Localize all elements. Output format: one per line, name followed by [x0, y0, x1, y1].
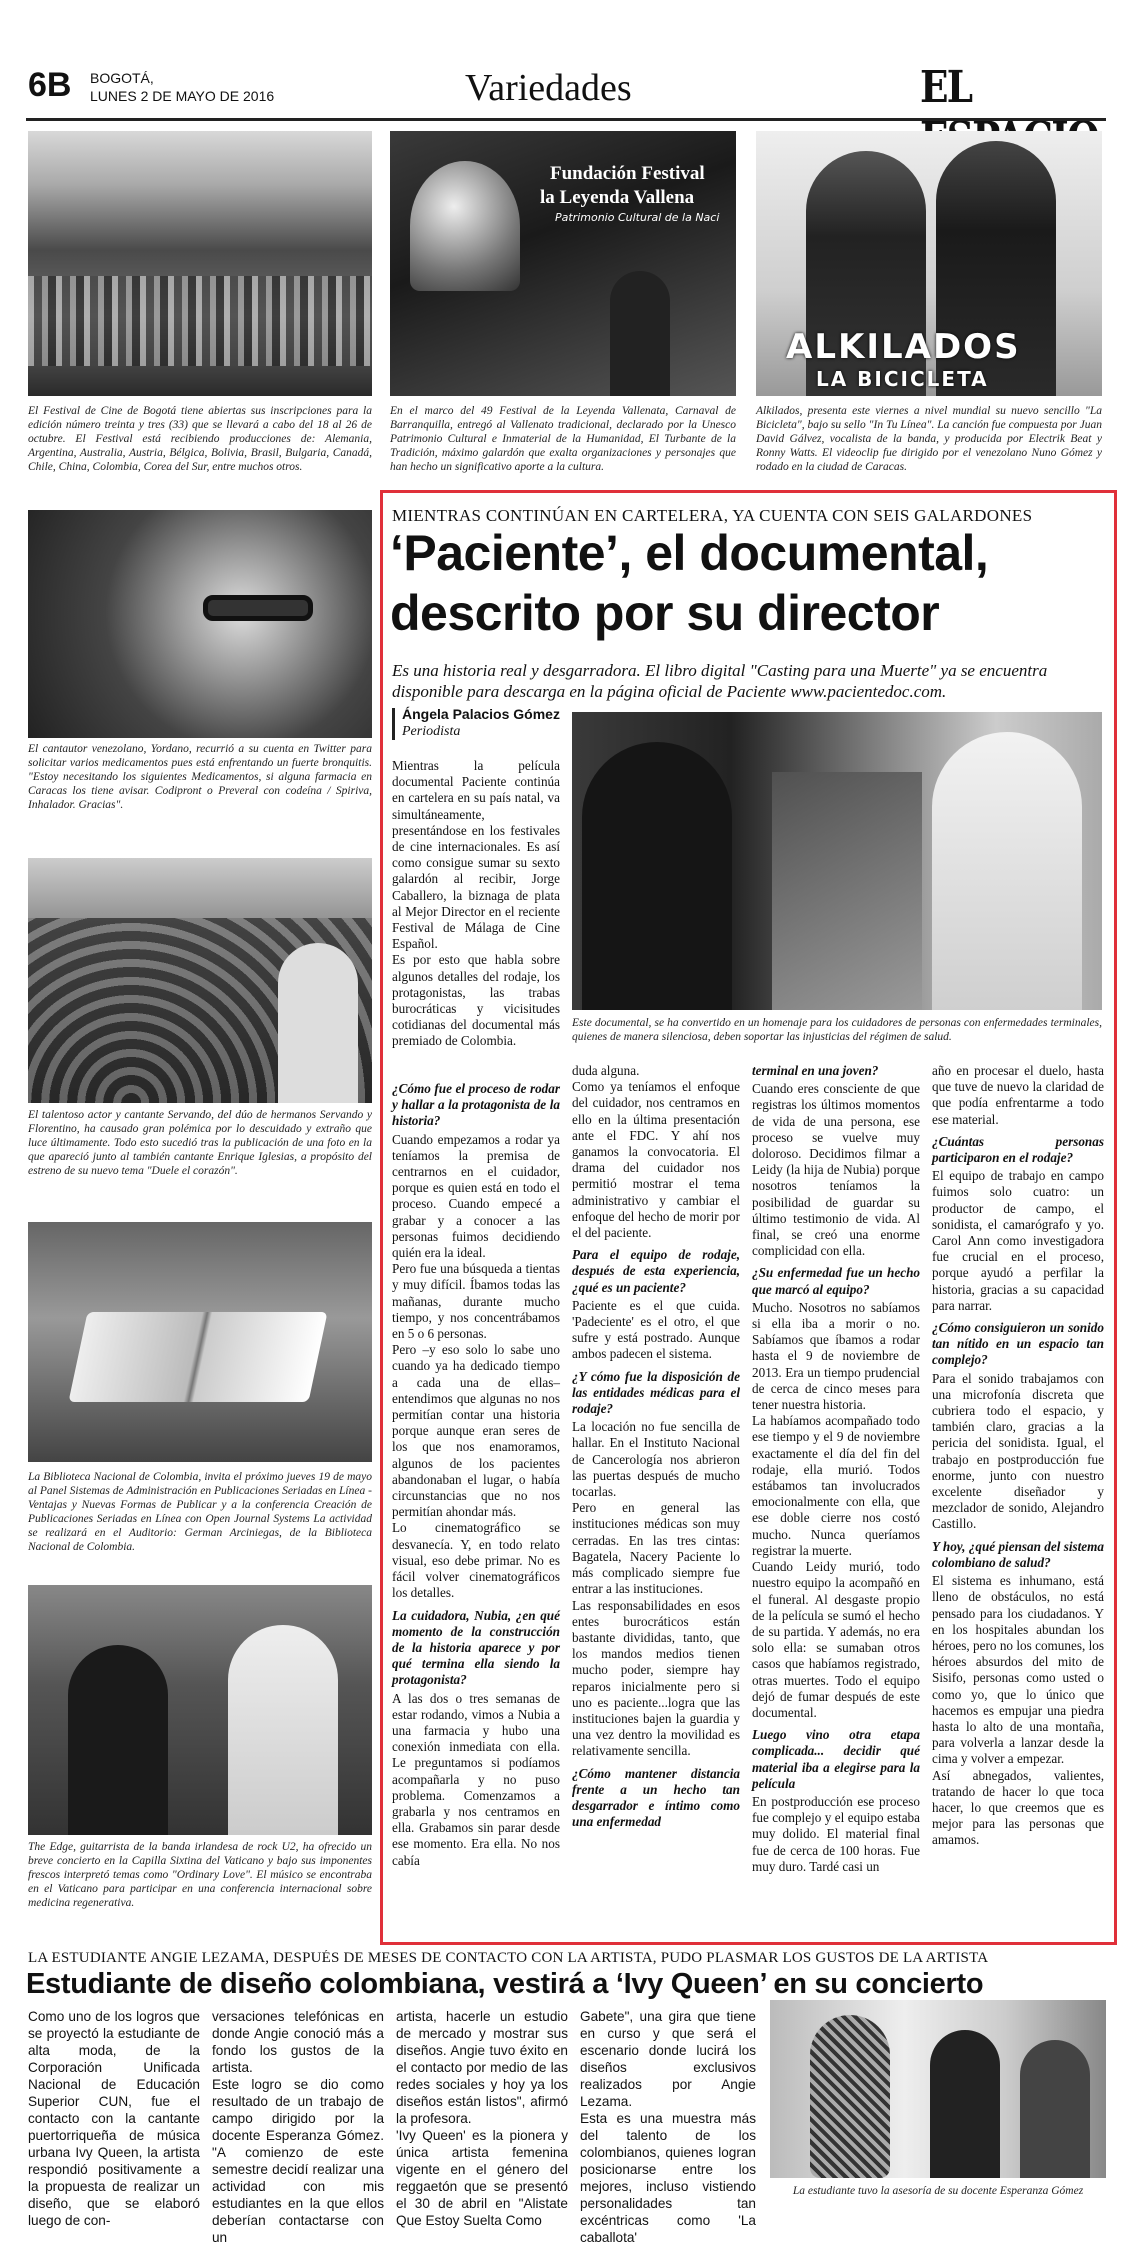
- alkilados-logo: ALKILADOS: [786, 327, 1021, 367]
- presenter-figure: [610, 271, 670, 396]
- header-rule: [26, 118, 1106, 121]
- question: ¿Cómo consiguieron un sonido tan nítido en un espacio tan complejo?: [932, 1320, 1104, 1368]
- nubia-figure: [582, 742, 732, 1010]
- question: Y hoy, ¿qué piensan del sistema colombiano de salud?: [932, 1538, 1104, 1570]
- paciente-caption: Este documental, se ha convertido en un homenaje para los cuidadores de personas con enfermedades terminales, quienes de manera silenciosa, deben soportar las injusticias del régimen de salud.: [572, 1017, 1102, 1043]
- byline-role: Periodista: [402, 724, 461, 739]
- vallenata-caption: En el marco del 49 Festival de la Leyenda Vallenata, Carnaval de Barranquilla, entregó al Vallenato tradicional, declarado por la Unesco Patrimonio Cultural e Inmaterial de la Humanidad, El Turbante de la Tradición, máximo galardón que exalta organizaciones y personajes que han hecho un significativo aporte a la cultura.: [390, 405, 736, 473]
- edge-figure: [68, 1645, 168, 1835]
- answer: duda alguna. Como ya teníamos el enfoque del cuidador, nos centramos en ello en la última presentación ante el FDC. Y ahí nos ganamos la convocatoria. El drama del cuidador nos permitió mostrar el tema administrativo y cambiar el enfoque del hecho de morir por el del paciente.: [572, 1063, 740, 1241]
- fundacion-title-line1: Fundación Festival: [550, 163, 705, 184]
- bogota-photo: [28, 131, 372, 396]
- answer: Para el sonido trabajamos con una microfonía discreta que cubriera todo el espacio, y también claro, gracias a la pericia del sonidista. Igual, el trabajo en postproducción fue enorme, junto con nuestro excelente diseñador y mezclador de sonido, Alejandro Castillo.: [932, 1370, 1104, 1532]
- bottom-column-4: [580, 2008, 756, 2248]
- hospital-corridor: [772, 772, 922, 1010]
- qa-column-2: [572, 1063, 740, 1832]
- yordano-photo: [28, 510, 372, 738]
- main-headline-line2: descrito por su director: [390, 585, 940, 641]
- answer: Mucho. Nosotros no sabíamos si ella iba a morir o no. Sabíamos que íbamos a rodar hasta el 9 de noviembre de 2013. Era un tiempo prudencial de cerca de cinco meses para tener nuestra historia. La habíamos acompañado todo ese tiempo y el 9 de noviembre exactamente el día del fin del rodaje, ella murió. Todos estábamos tan involucrados emocionalmente con ella, que ese doble cierre nos costó mucho. Nunca queríamos registrar la muerte. Cuando Leidy murió, todo nuestro equipo la acompañó en el funeral. Al desgaste propio de la película se sumó el hecho de su partida. Y además, no era solo ella: se sumaban otros casos que habíamos registrado, otras muertes. Todo el equipo dejó de fumar después de este documental.: [752, 1299, 920, 1720]
- bottom-column-3: [396, 2008, 568, 2231]
- bottom-text: artista, hacerle un estudio de mercado y mostrar sus diseños. Angie tuvo éxito en el contacto por medio de las redes sociales y hoy ya los diseños están listos", afirmó la profesora. 'Ivy Queen' es la pionera y única artista femenina vigente en el género del reggaetón que se presentó el 30 de abril en "Alistate Que Estoy Suelta Como: [396, 2009, 568, 2228]
- answer: En postproducción ese proceso fue complejo y el equipo estaba muy dolido. El material final fue de cerca de 100 horas. Fue muy duro. Tardé casi un: [752, 1793, 920, 1874]
- main-deck: Es una historia real y desgarradora. El libro digital "Casting para una Muerte" ya se encuentra disponible para descarga en la página oficial de Paciente www.pacientedoc.com.: [392, 661, 1048, 701]
- biblioteca-photo: [28, 1222, 372, 1462]
- paciente-photo: [572, 712, 1102, 1010]
- question: ¿Cómo fue el proceso de rodar y hallar a la protagonista de la historia?: [392, 1081, 560, 1129]
- question: Luego vino otra etapa complicada... decidir qué material iba a elegirse para la película: [752, 1727, 920, 1791]
- question: ¿Y cómo fue la disposición de las entidades médicas para el rodaje?: [572, 1368, 740, 1417]
- bottom-headline: Estudiante de diseño colombiana, vestirá a ‘Ivy Queen’ en su concierto: [26, 1968, 984, 2000]
- servando-figure: [278, 943, 358, 1103]
- bottom-kicker: LA ESTUDIANTE ANGIE LEZAMA, DESPUÉS DE MESES DE CONTACTO CON LA ARTISTA, PUDO PLASMAR LOS GUSTOS DE LA ARTISTA: [28, 1950, 989, 1966]
- edge-caption: The Edge, guitarrista de la banda irlandesa de rock U2, ha ofrecido un breve concierto en la Capilla Sixtina del Vaticano y bajo sus imponentes frescos interpretó temas como "Ordinary Love". El músico se encontraba en el Vaticano para participar en una conferencia internacional sobre medicina regenerativa.: [28, 1841, 372, 1909]
- header-city: BOGOTÁ,: [90, 70, 154, 86]
- biblioteca-caption: La Biblioteca Nacional de Colombia, invita el próximo jueves 19 de mayo al Panel Sistemas de Administración en Publicaciones Seriadas en Línea - Ventajas y Nuevas Formas de Publicar y a la conferencia Creación de Publicaciones Seriadas en Línea con Open Journal Systems La actividad se realizará en el Auditorio: German Arciniegas, de la Biblioteca Nacional de Colombia.: [28, 1471, 372, 1553]
- question: La cuidadora, Nubia, ¿en qué momento de la construcción de la historia aparece y por qué termina ella siendo la protagonista?: [392, 1607, 560, 1688]
- yordano-caption: El cantautor venezolano, Yordano, recurrió a su cuenta en Twitter para solicitar varios medicamentos pues está enfrentando un fuerte bronquitis. "Estoy necesitando los siguientes Medicamentos, si alguna farmacia en Caracas los tiene avisar. Codipront o Preveral con codeína / Spiriva, Inhalador. Gracias".: [28, 743, 372, 811]
- answer: Paciente es el que cuida. 'Padeciente' es el otro, el que sufre y está postrado. Aunque ambos padecen el sistema.: [572, 1297, 740, 1362]
- byline-author: Ángela Palacios Gómez: [402, 706, 560, 722]
- answer: La locación no fue sencilla de hallar. En el Instituto Nacional de Cancerología nos abrieron las puertas después de mucho tocarlas. Pero en general las instituciones médicas son muy cerradas. En las tres cintas: Bagatela, Nacery Paciente lo más complicado siempre fue entrar a las instituciones. Las responsabilidades en esos entes burocráticos están bastante divididas, tanto, que los mandos medios tienen mucho poder, siempre hay reparos inicialmente pero si uno es paciente...logra que las instituciones bajen la guardia y una vez dentro la movilidad es relativamente sencilla.: [572, 1419, 740, 1759]
- question: ¿Cuántas personas participaron en el rodaje?: [932, 1133, 1104, 1166]
- nurse-figure: [932, 732, 1082, 1010]
- answer: El equipo de trabajo en campo fuimos solo cuatro: un productor de campo, el sonidista, el camarógrafo y yo. Carol Ann como investigadora fue crucial en el proceso, porque ayudó a perfilar la historia, gracias a su capacidad para narrar.: [932, 1168, 1104, 1313]
- alkilados-subtitle: LA BICICLETA: [816, 367, 989, 391]
- page-number: 6B: [28, 66, 72, 104]
- book-shape: [68, 1312, 327, 1402]
- qa-column-3: [752, 1063, 920, 1877]
- servando-caption: El talentoso actor y cantante Servando, del dúo de hermanos Servando y Florentino, ha causado gran polémica por lo descuidado y extraño que luce últimamente. Todo esto sucedió tras la publicación de una foto en la que apareció junto al también cantante Enrique Iglesias, a propósito del estreno de su nuevo tema "Duele el corazón".: [28, 1109, 372, 1177]
- question: terminal en una joven?: [752, 1063, 879, 1078]
- question: ¿Su enfermedad fue un hecho que marcó al equipo?: [752, 1265, 920, 1297]
- dress-form: [810, 2015, 890, 2178]
- byline-bar: [392, 708, 395, 740]
- pope-figure: [228, 1625, 338, 1835]
- servando-photo: [28, 858, 372, 1103]
- qa-column-4: [932, 1063, 1104, 1851]
- edge-photo: [28, 1585, 372, 1835]
- masthead-logo: EL: [920, 62, 972, 113]
- answer: El sistema es inhumano, está lleno de obstáculos, no está pensado para los ciudadanos. Y en los hospitales abundan los héroes, pero no los comunes, los héroes absurdos del mito de Sisifo, personas como usted o como yo, que lo único que hacemos es empujar una piedra hasta lo alto de una montaña, para volverla a lanzar desde la cima y volver a empezar. Así abnegados, valientes, tratando de hacer lo que toca hacer, lo que creemos que es mejor para las personas que amamos.: [932, 1573, 1104, 1848]
- teacher-figure: [1020, 2040, 1090, 2178]
- section-title: Variedades: [465, 67, 632, 109]
- bottom-column-1: [28, 2008, 200, 2231]
- fundacion-title-line3: Patrimonio Cultural de la Naci: [555, 211, 720, 224]
- qa-column-1: [392, 1075, 560, 1871]
- question: Para el equipo de rodaje, después de esta experiencia, ¿qué es un paciente?: [572, 1247, 740, 1295]
- bottom-text: versaciones telefónicas en donde Angie conoció más a fondo los gustos de la artista. Este logro se dio como resultado de un trabajo de campo dirigido por la docente Esperanza Gómez. "A comienzo de este semestre decidí realizar una actividad con mis estudiantes en la que ellos deberían contactarse con un: [212, 2009, 384, 2245]
- ivy-queen-caption: La estudiante tuvo la asesoría de su docente Esperanza Gómez: [792, 2185, 1084, 2197]
- answer: A las dos o tres semanas de estar rodando, vimos a Nubia a una farmacia y hubo una conexión inmediata con ella. Le preguntamos si podíamos acompañarla y no puso problema. Comenzamos a grabarla y nos centramos en ella. Grabamos sin parar desde ese momento. Era ella. No nos cabía: [392, 1690, 560, 1868]
- main-headline-line1: ‘Paciente’, el documental,: [390, 525, 989, 581]
- main-intro: [392, 758, 560, 1052]
- glasses-shape: [203, 595, 313, 621]
- vallenata-photo: [390, 131, 736, 396]
- bottom-text: Como uno de los logros que se proyectó la estudiante de alta moda, de la Corporación Unificada Nacional de Educación Superior CUN, fue el contacto con la cantante puertorriqueña de música urbana Ivy Queen, la artista respondió positivamente a la propuesta de realizar un diseño, que se elaboró luego de con-: [28, 2009, 200, 2228]
- ivy-queen-design-photo: [770, 2000, 1106, 2178]
- answer: Cuando empezamos a rodar ya teníamos la premisa de centrarnos en el cuidador, porque es quien está en todo el proceso. Cuando empecé a grabar y a conocer a las personas fuimos decidiendo quién era la ideal. Pero fue una búsqueda a tientas y muy difícil. Íbamos todas las mañanas, durante mucho tiempo, y nos concentrábamos en 5 o 6 personas. Pero –y eso solo lo sabe uno cuando ya ha dedicado tiempo a cada una de ellas– entendimos que algunas no nos permitían contar una historia porque aunque eran seres de los que nos enamoramos, algunos de los pacientes abandonaban el lugar, o había circunstancias que no nos permitían ahondar más. Lo cinematográfico se desvanecía. Y, en todo relato visual, eso debe primar. No es fácil volver cinematográficos los detalles.: [392, 1131, 560, 1601]
- student-figure: [930, 2030, 1000, 2178]
- intro-text: Mientras la película documental Paciente continúa en cartelera en su país natal, va simultáneamente, presentándose en los festivales de cine internacionales. Es así como consigue sumar su sexto galardón al recibir, Jorge Caballero, la biznaga de plata al Mejor Director en el reciente Festival de Málaga de Cine Español. Es por esto que habla sobre algunos detalles del rodaje, los protagonistas, las trabas burocráticas y vicisitudes cotidianas del documental más premiado de Colombia.: [392, 758, 560, 1049]
- alkilados-caption: Alkilados, presenta este viernes a nivel mundial su nuevo sencillo "La Bicicleta", bajo su sello "In Tu Línea". La canción fue compuesta por Juan David Gálvez, vocalista de la banda, y producida por Electrik Beat y Ronny Watts. El videoclip fue dirigido por el venezolano Nuno Gómez y rodado en la ciudad de Caracas.: [756, 405, 1102, 473]
- question: ¿Cómo mantener distancia frente a un hecho tan desgarrador e íntimo como una enfermedad: [572, 1765, 740, 1830]
- trophy-shape: [410, 161, 520, 291]
- bottom-column-2: [212, 2008, 384, 2248]
- answer: año en procesar el duelo, hasta que tuve de nuevo la claridad de que podía enfrentarme a todo ese material.: [932, 1063, 1104, 1127]
- alkilados-photo: [756, 131, 1102, 396]
- bottom-text: Gabete", una gira que tiene en curso y que será el escenario donde lucirá los diseños exclusivos realizados por Angie Lezama. Esta es una muestra más del talento de los colombianos, quienes logran posicionarse entre los mejores, incluso vistiendo personalidades tan excéntricas como 'La caballota': [580, 2009, 756, 2245]
- header-date: LUNES 2 DE MAYO DE 2016: [90, 88, 275, 104]
- answer: Cuando eres consciente de que registras los últimos momentos de vida de una persona, ese proceso se vuelve muy doloroso. Decidimos filmar a Leidy (la hija de Nubia) porque nosotros teníamos la posibilidad de guardar su último testimonio de vida. Al final, se creó una enorme complicidad con ella.: [752, 1081, 920, 1259]
- fundacion-title-line2: la Leyenda Vallena: [540, 187, 695, 208]
- main-kicker: MIENTRAS CONTINÚAN EN CARTELERA, YA CUENTA CON SEIS GALARDONES: [392, 506, 1033, 525]
- bogota-caption: El Festival de Cine de Bogotá tiene abiertas sus inscripciones para la edición número treinta y tres (33) que se llevará a cabo del 18 al 26 de octubre. El Festival está recibiendo producciones de: Alemania, Argentina, Australia, Austria, Bélgica, Bolivia, Brasil, Bulgaria, Canadá, Chile, China, Colombia, Corea del Sur, entre muchos otros.: [28, 405, 372, 473]
